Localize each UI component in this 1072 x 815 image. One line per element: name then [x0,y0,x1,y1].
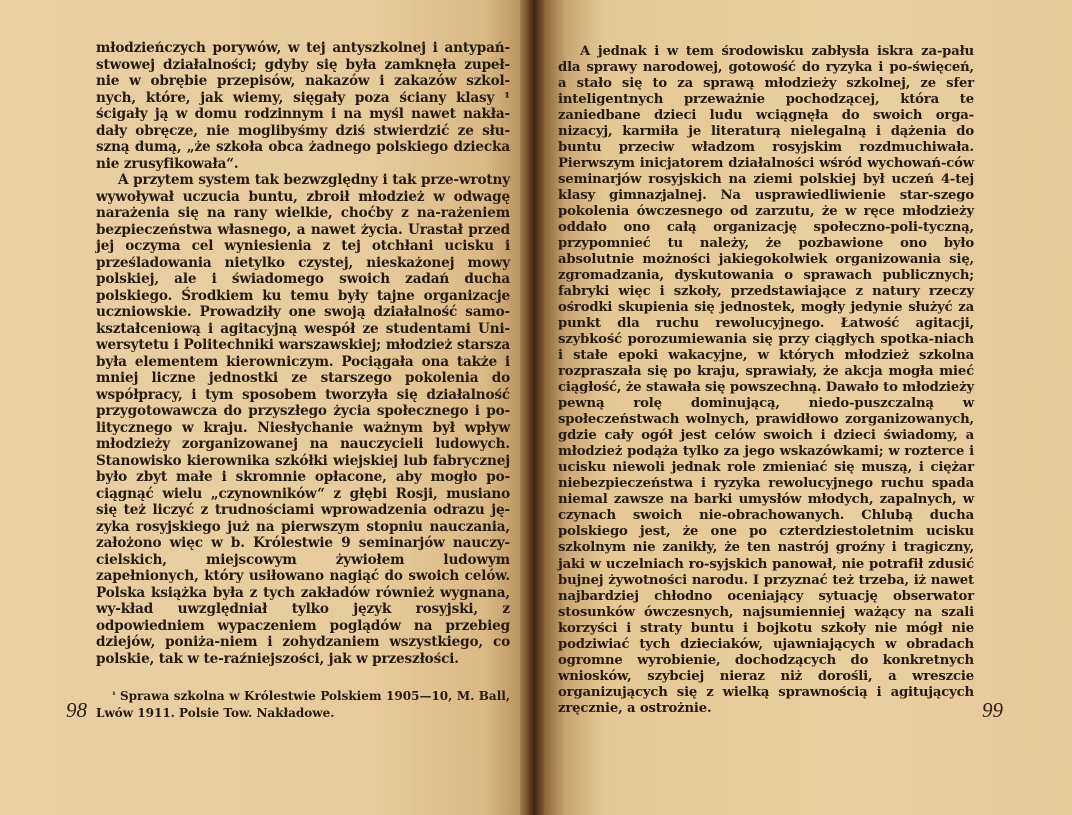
right-paragraph-1: A jednak i w tem środowisku zabłysła iskra za-pału dla sprawy narodowej, gotowość do ryzyka i po-święceń, a stało się to za sprawą młodzieży szkolnej, ze sfer inteligentnych przeważnie pochodzącej, która te zaniedbane dzieci ludu wciągnęła do swoich orga-nizacyj, karmiła je literaturą nielegalną i dążenia do buntu przeciw władzom rosyjskim rozdmuchiwała. Pierwszym inicjatorem działalności wśród wychowań-ców seminarjów rosyjskich na ziemi polskiej był uczeń 4-tej klasy gimnazjalnej. Na usprawiedliwienie star-szego pokolenia ówczesnego od zarzutu, że w ręce młodzieży oddało ono całą organizację społeczno-poli-tyczną, przypomnieć tu należy, że pozbawione ono było absolutnie możności jakiegokolwiek organizowania się, zgromadzania, dyskutowania o sprawach publicznych; fabryki więc i szkoły, przedstawiające z natury rzeczy ośrodki skupienia się jednostek, mogły jedynie służyć za punkt dla ruchu rewolucyjnego. Łatwość agitacji, szybkość porozumiewania się przy ciągłych spotka-niach i stałe epoki wakacyjne, w których młodzież szkolna rozpraszała się po kraju, sprawiały, że akcja mogła mieć ciągłość, że stawała się powszechną. Dawało to młodzieży pewną rolę dominującą, niedo-puszczalną w społeczeństwach wolnych, prawidłowo zorganizowanych, gdzie cały ogół jest celów swoich i dzieci świadomy, a młodzież podąża tylko za jego wskazówkami; w rozterce i ucisku niewoli jednak role zmieniać się muszą, i ciężar niebezpieczeństwa i ryzyka rewolucyjnego ruchu spada niemal zawsze na barki umysłów młodych, zapalnych, w czynach swoich nie-obrachowanych. Chlubą ducha polskiego jest, że one po czterdziestoletnim ucisku szkolnym nie zanikły, że ten nastrój groźny i tragiczny, jaki w uczelniach ro-syjskich panował, nie potrafił zdusić bujnej żywotności narodu. I przyznać też trzeba, iż nawet najbardziej chłodno oceniający sytuację obserwator stosunków ówczesnych, najsumienniej ważący na szali korzyści i straty buntu i bojkotu szkoły nie mógł nie podziwiać tych dzieciaków, ujawniających w obradach ogromne wyrobienie, dochodzących do konkretnych wniosków, szybciej nieraz niż dorośli, a wreszcie organizujących się z wielką sprawnością i agitujących zręcznie, a ostrożnie. [558,44,974,716]
right-page-text [558,44,974,717]
page-number-left: 98 [66,698,87,722]
book-gutter [520,0,544,815]
footnote [96,688,510,722]
footnote-mark: ¹ [112,691,116,701]
left-paragraph-1: młodzieńczych porywów, w tej antyszkolnej i antypań-stwowej działalności; gdyby się była zamknęła zupeł-nie w obrębie przepisów, nakazów i zakazów szkol-nych, które, jak wiemy, sięgały poza ściany klasy ¹ ścigały ją w domu rodzinnym i na myśl nawet nakła-dały obręcze, nie moglibyśmy dziś stwierdzić ze słu-szną dumą, „że szkoła obca żadnego polskiego dziecka nie zrusyfikowała“. [96,40,510,172]
left-page-text [96,40,510,667]
footnote-text: Sprawa szkolna w Królestwie Polskiem 1905—10, M. Ball, Lwów 1911. Polsie Tow. Nakładowe. [96,689,510,720]
left-paragraph-2: A przytem system tak bezwzględny i tak prze-wrotny wywoływał uczucia buntu, zbroił młodzież w odwagę narażenia się na rany wielkie, choćby z na-rażeniem bezpieczeństwa własnego, a nawet życia. Urastał przed jej oczyma cel wyniesienia z tej otchłani ucisku i prześladowania nietylko czystej, nieskażonej mowy polskiej, ale i świadomego swoich zadań ducha polskiego. Środkiem ku temu były tajne organizacje uczniowskie. Prowadziły one swoją działalność samo-kształceniową i agitacyjną wespół ze studentami Uni-wersytetu i Politechniki warszawskiej; młodzież starsza była elementem kierowniczym. Pociągała ona także i mniej liczne jednostki ze starszego pokolenia do współpracy, i tym sposobem tworzyła się działalność przygotowawcza do przyszłego życia społecznego i po-litycznego w kraju. Niesłychanie ważnym był wpływ młodzieży zorganizowanej na nauczycieli ludowych. Stanowisko kierownika szkółki wiejskiej lub fabrycznej było zbyt małe i skromnie opłacone, aby mogło po-ciągnąć wielu „czynowników“ z głębi Rosji, musiano się też liczyć z trudnościami wprowadzenia odrazu ję-zyka rosyjskiego już na pierwszym stopniu nauczania, założono więc w b. Królestwie 9 seminarjów nauczy-cielskich, miejscowym żywiołem ludowym zapełnionych, który usiłowano nagiąć do swoich celów. Polska książka była z tych zakładów również wygnana, wy-kład uwzględniał tylko język rosyjski, z odpowiedniem wypaczeniem poglądów na przebieg dziejów, poniża-niem i zohydzaniem wszystkiego, co polskie, tak w te-raźniejszości, jak w przeszłości. [96,172,510,667]
page-number-right: 99 [982,698,1003,722]
